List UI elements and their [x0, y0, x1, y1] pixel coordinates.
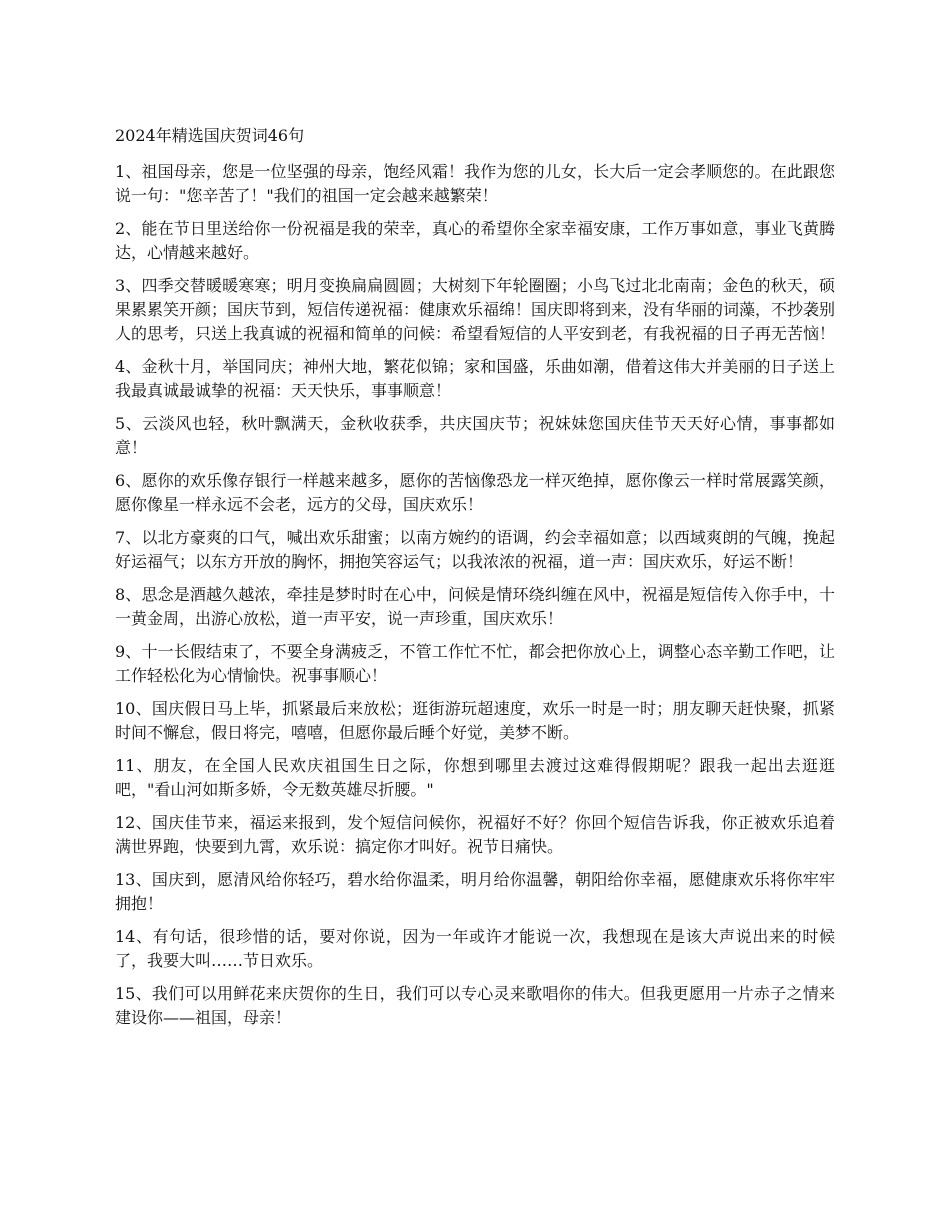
document-page	[115, 124, 835, 1039]
paragraph-13: 13、国庆到，愿清风给你轻巧，碧水给你温柔，明月给你温馨，朝阳给你幸福，愿健康欢乐将你牢牢拥抱！	[115, 870, 835, 913]
paragraph-10: 10、国庆假日马上毕，抓紧最后来放松；逛街游玩超速度，欢乐一时是一时；朋友聊天赶快聚，抓紧时间不懈怠，假日将完，嘻嘻，但愿你最后睡个好觉，美梦不断。	[115, 699, 835, 742]
paragraph-5: 5、云淡风也轻，秋叶飘满天，金秋收获季，共庆国庆节；祝妹妹您国庆佳节天天好心情，事事都如意！	[115, 414, 835, 457]
paragraph-12: 12、国庆佳节来，福运来报到，发个短信问候你，祝福好不好？你回个短信告诉我，你正被欢乐追着满世界跑，快要到九霄，欢乐说：搞定你才叫好。祝节日痛快。	[115, 813, 835, 856]
paragraph-6: 6、愿你的欢乐像存银行一样越来越多，愿你的苦恼像恐龙一样灭绝掉，愿你像云一样时常展露笑颜，愿你像星一样永远不会老，远方的父母，国庆欢乐！	[115, 471, 835, 514]
paragraph-3: 3、四季交替暖暖寒寒；明月变换扁扁圆圆；大树刻下年轮圈圈；小鸟飞过北北南南；金色的秋天，硕果累累笑开颜；国庆节到，短信传递祝福：健康欢乐福绵！国庆即将到来，没有华丽的词藻，不抄袭别人的思考，只送上我真诚的祝福和简单的问候：希望看短信的人平安到老，有我祝福的日子再无苦恼！	[115, 276, 836, 343]
paragraph-14: 14、有句话，很珍惜的话，要对你说，因为一年或许才能说一次，我想现在是该大声说出来的时候了，我要大叫……节日欢乐。	[115, 927, 835, 970]
document-title: 2024年精选国庆贺词46句	[115, 126, 305, 145]
paragraph-4: 4、金秋十月，举国同庆；神州大地，繁花似锦；家和国盛，乐曲如潮，借着这伟大并美丽的日子送上我最真诚最诚挚的祝福：天天快乐，事事顺意！	[115, 357, 835, 400]
paragraph-11: 11、朋友，在全国人民欢庆祖国生日之际，你想到哪里去渡过这难得假期呢？跟我一起出去逛逛吧，"看山河如斯多娇，令无数英雄尽折腰。"	[115, 756, 835, 799]
paragraph-2: 2、能在节日里送给你一份祝福是我的荣幸，真心的希望你全家幸福安康，工作万事如意，事业飞黄腾达，心情越来越好。	[115, 219, 835, 262]
paragraph-7: 7、以北方豪爽的口气，喊出欢乐甜蜜；以南方婉约的语调，约会幸福如意；以西域爽朗的气魄，挽起好运福气；以东方开放的胸怀，拥抱笑容运气；以我浓浓的祝福，道一声：国庆欢乐，好运不断！	[115, 528, 835, 571]
paragraph-8: 8、思念是酒越久越浓，牵挂是梦时时在心中，问候是情环绕纠缠在风中，祝福是短信传入你手中，十一黄金周，出游心放松，道一声平安，说一声珍重，国庆欢乐！	[115, 585, 835, 628]
paragraph-9: 9、十一长假结束了，不要全身满疲乏，不管工作忙不忙，都会把你放心上，调整心态辛勤工作吧，让工作轻松化为心情愉快。祝事事顺心！	[115, 642, 835, 685]
paragraph-1: 1、祖国母亲，您是一位坚强的母亲，饱经风霜！我作为您的儿女，长大后一定会孝顺您的。在此跟您说一句："您辛苦了！"我们的祖国一定会越来越繁荣！	[115, 162, 835, 205]
paragraph-15: 15、我们可以用鲜花来庆贺你的生日，我们可以专心灵来歌唱你的伟大。但我更愿用一片赤子之情来建设你——祖国，母亲！	[115, 984, 835, 1027]
